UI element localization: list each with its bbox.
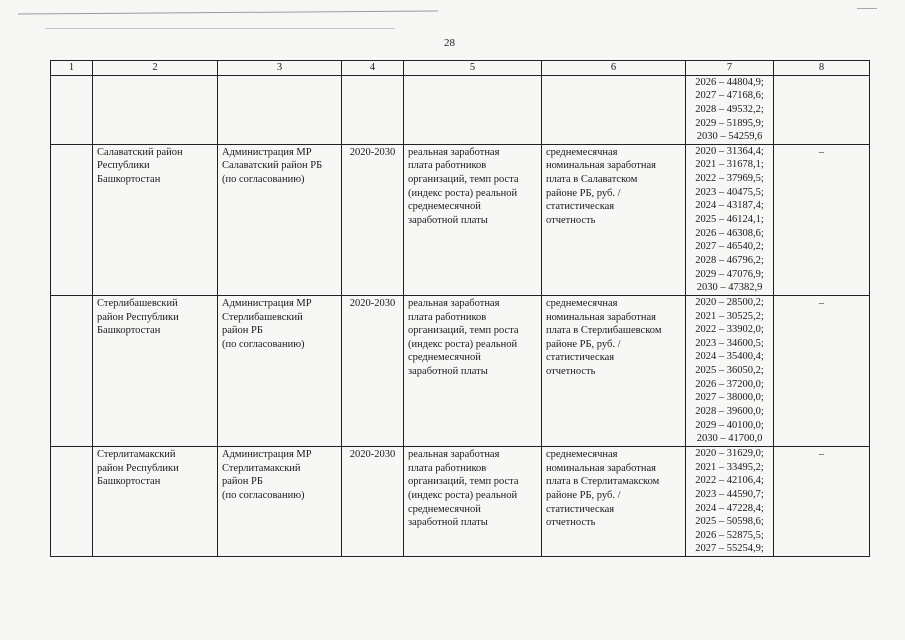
administration-cell: Администрация МР Стерлитамакский район РБ (по согласованию) [218, 446, 342, 556]
note-cell: – [774, 446, 870, 556]
values-cell [686, 295, 774, 446]
administration-cell: Администрация МР Салаватский район РБ (по согласованию) [218, 144, 342, 295]
row-number-cell [51, 446, 93, 556]
year-value: 2028 – 46796,2; [695, 254, 764, 266]
unit-cell: среднемесячная номинальная заработная плата в Стерлибашевском районе РБ, руб. / статистическая отчетность [542, 295, 686, 446]
table-row [51, 295, 870, 446]
year-value: 2027 – 47168,6; [695, 90, 764, 102]
year-value: 2030 – 47382,9 [696, 282, 763, 294]
year-value: 2021 – 33495,2; [695, 461, 764, 473]
column-header: 4 [342, 61, 404, 76]
district-cell: Салаватский район Республики Башкортостан [93, 144, 218, 295]
column-header: 2 [93, 61, 218, 76]
column-header: 7 [686, 61, 774, 76]
year-value: 2024 – 43187,4; [695, 200, 764, 212]
values-cell [686, 144, 774, 295]
year-value: 2022 – 37969,5; [695, 173, 764, 185]
year-value: 2030 – 41700,0 [696, 433, 763, 445]
year-value: 2022 – 42106,4; [695, 475, 764, 487]
year-value: 2027 – 55254,9; [695, 543, 764, 555]
administration-cell [218, 75, 342, 144]
row-number-cell [51, 144, 93, 295]
period-cell: 2020-2030 [342, 144, 404, 295]
year-value: 2021 – 30525,2; [695, 310, 764, 322]
column-header: 1 [51, 61, 93, 76]
district-cell: Стерлитамакский район Республики Башкортостан [93, 446, 218, 556]
year-value: 2024 – 35400,4; [695, 351, 764, 363]
column-header: 3 [218, 61, 342, 76]
year-value: 2020 – 31364,4; [695, 145, 764, 157]
year-value: 2023 – 40475,5; [695, 186, 764, 198]
scan-artifact-line [45, 28, 395, 29]
table-row [51, 75, 870, 144]
year-value: 2025 – 46124,1; [695, 214, 764, 226]
year-value: 2029 – 47076,9; [695, 268, 764, 280]
column-header: 5 [404, 61, 542, 76]
year-value: 2026 – 44804,9; [695, 76, 764, 88]
row-number-cell [51, 75, 93, 144]
row-number-cell [51, 295, 93, 446]
data-table [50, 60, 870, 557]
year-value: 2020 – 31629,0; [695, 447, 764, 459]
indicator-cell: реальная заработная плата работников организаций, темп роста (индекс роста) реальной среднемесячной заработной платы [404, 144, 542, 295]
scan-artifact-line [18, 11, 438, 15]
year-value: 2029 – 51895,9; [695, 117, 764, 129]
note-cell: – [774, 144, 870, 295]
unit-cell: среднемесячная номинальная заработная плата в Стерлитамакском районе РБ, руб. / статистическая отчетность [542, 446, 686, 556]
indicator-cell [404, 75, 542, 144]
year-value: 2022 – 33902,0; [695, 324, 764, 336]
year-value: 2023 – 44590,7; [695, 488, 764, 500]
year-value: 2021 – 31678,1; [695, 159, 764, 171]
year-value: 2027 – 38000,0; [695, 392, 764, 404]
year-value: 2026 – 52875,5; [695, 529, 764, 541]
table-row [51, 144, 870, 295]
year-value: 2024 – 47228,4; [695, 502, 764, 514]
note-cell [774, 75, 870, 144]
scan-artifact-mark [857, 8, 877, 9]
period-cell: 2020-2030 [342, 446, 404, 556]
unit-cell [542, 75, 686, 144]
year-value: 2023 – 34600,5; [695, 337, 764, 349]
note-cell: – [774, 295, 870, 446]
period-cell: 2020-2030 [342, 295, 404, 446]
table-header-row [51, 61, 870, 76]
page-number: 28 [444, 37, 455, 49]
values-cell [686, 446, 774, 556]
column-header: 8 [774, 61, 870, 76]
year-value: 2020 – 28500,2; [695, 296, 764, 308]
year-value: 2030 – 54259,6 [696, 131, 763, 143]
year-value: 2028 – 49532,2; [695, 103, 764, 115]
values-cell [686, 75, 774, 144]
administration-cell: Администрация МР Стерлибашевский район РБ (по согласованию) [218, 295, 342, 446]
year-value: 2026 – 46308,6; [695, 227, 764, 239]
indicator-cell: реальная заработная плата работников организаций, темп роста (индекс роста) реальной среднемесячной заработной платы [404, 446, 542, 556]
year-value: 2025 – 36050,2; [695, 365, 764, 377]
table-row [51, 446, 870, 556]
year-value: 2026 – 37200,0; [695, 378, 764, 390]
district-cell [93, 75, 218, 144]
district-cell: Стерлибашевский район Республики Башкортостан [93, 295, 218, 446]
period-cell [342, 75, 404, 144]
column-header: 6 [542, 61, 686, 76]
year-value: 2025 – 50598,6; [695, 516, 764, 528]
year-value: 2027 – 46540,2; [695, 241, 764, 253]
indicator-cell: реальная заработная плата работников организаций, темп роста (индекс роста) реальной среднемесячной заработной платы [404, 295, 542, 446]
unit-cell: среднемесячная номинальная заработная плата в Салаватском районе РБ, руб. / статистическая отчетность [542, 144, 686, 295]
year-value: 2028 – 39600,0; [695, 406, 764, 418]
year-value: 2029 – 40100,0; [695, 419, 764, 431]
